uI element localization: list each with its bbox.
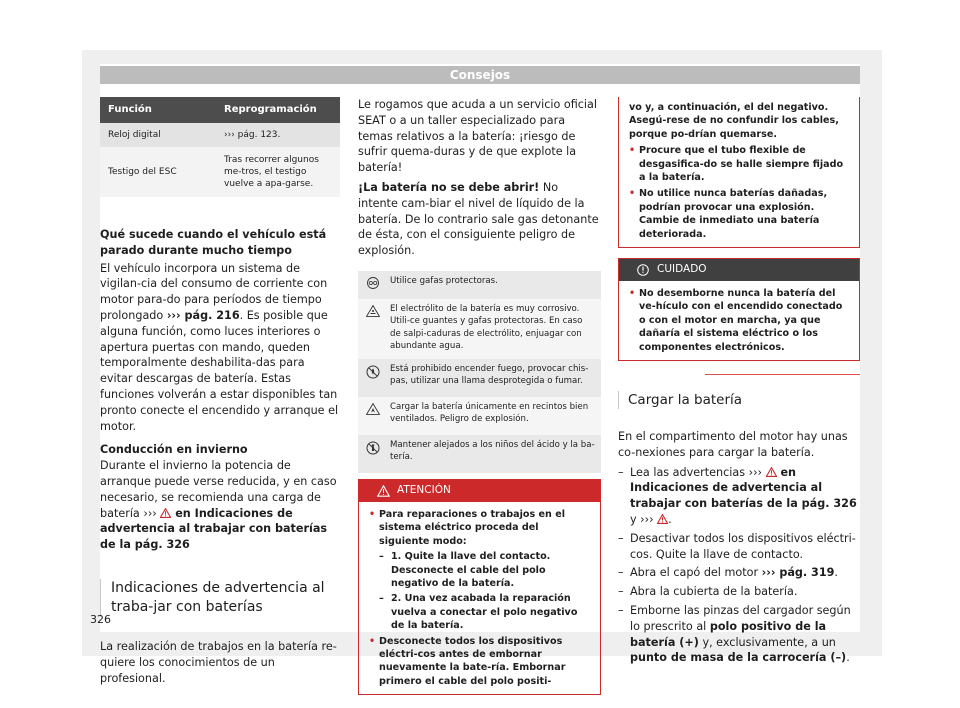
warning-triangle-icon — [377, 485, 390, 497]
symbol-text: Cargar la batería únicamente en recintos bien ventilados. Peligro de explosión. — [390, 401, 589, 425]
section-title-charging: Cargar la batería — [618, 391, 860, 409]
symbol-text: Mantener alejados a los niños del ácido y la ba-tería. — [390, 439, 595, 463]
text: El vehículo incorpora un sistema de vigilan-cia del consumo de corriente con motor para-do para períodos de tiempo prolongado — [100, 261, 328, 322]
warning-body — [619, 97, 859, 247]
dash: – — [618, 566, 624, 580]
dash: – — [618, 585, 624, 599]
dash: – — [618, 465, 624, 479]
dash: – — [618, 531, 624, 545]
text: . — [834, 566, 838, 580]
text: 2. Una vez acabada la reparación vuelva a conectar el polo negativo de la batería. — [391, 593, 578, 632]
symbol-row — [358, 435, 601, 473]
text: Durante el invierno la potencia de arranque puede verse reducida, y en caso necesario, se recomienda una carga de batería ››› — [100, 459, 337, 520]
dash: – — [618, 604, 624, 618]
symbol-row — [358, 397, 601, 435]
text: No intente cam-biar el nivel de líquido de la batería. De lo contrario sale gas detonante de ésta, con el consiguiente peligro de explosión. — [358, 180, 599, 258]
explosion-icon — [358, 397, 388, 415]
section-title-warnings: Indicaciones de advertencia al traba-jar con baterías — [100, 579, 340, 617]
text: Abra el capó del motor — [630, 566, 762, 580]
warning-triangle-icon — [160, 508, 171, 518]
list-item: – Lea las advertencias ››› en Indicaciones de advertencia al trabajar con baterías de la pág. 326 y ››› . — [618, 465, 857, 527]
bullet-dot: • — [369, 508, 376, 520]
warning-ref-link[interactable]: en Indicaciones de advertencia al trabajar con baterías de la pág. 326 — [100, 506, 328, 552]
text: No desemborne nunca la batería del ve-hículo con el encendido conectado o con el motor en marcha, ya que dañaría el sistema eléctrico o los componentes electrónicos. — [639, 288, 843, 353]
no-children-icon — [358, 435, 388, 455]
warning-ref-link[interactable]: en Indicaciones de advertencia al trabajar con baterías de la pág. 326 — [630, 465, 857, 511]
table-cell: Tras recorrer algunos me-tros, el testigo vuelve a apa-garse. — [216, 147, 340, 197]
text: Emborne las pinzas del cargador según lo prescrito al — [630, 604, 851, 633]
paragraph-service: Le rogamos que acuda a un servicio oficial SEAT o a un taller especializado para temas relativos a la batería: ¡riesgo de sufrir quema-duras y de que explote la batería! — [358, 98, 597, 175]
symbol-table — [358, 271, 601, 473]
warning-box-header — [359, 480, 600, 502]
caution-title: CUIDADO — [657, 263, 707, 276]
warning-bullet — [629, 144, 849, 184]
symbol-text: Utilice gafas protectoras. — [390, 275, 498, 286]
list-item — [618, 603, 860, 666]
symbol-row — [358, 359, 601, 397]
warning-triangle-icon — [766, 467, 777, 477]
page-number: 326 — [90, 613, 111, 626]
list-item — [618, 531, 860, 563]
warning-sub-step — [369, 592, 590, 632]
charging-steps — [618, 465, 860, 667]
symbol-text: Está prohibido encender fuego, provocar chis-pas, utilizar una llama desprotegida o fumar. — [390, 363, 589, 387]
table-cell: Reloj digital — [100, 123, 216, 147]
text-bold: polo positivo de la batería (+) — [630, 619, 827, 649]
section-divider — [705, 374, 860, 375]
paragraph-no-open — [358, 180, 601, 259]
page-ref-link[interactable]: ››› pág. 216 — [166, 308, 240, 322]
text: No utilice nunca baterías dañadas, podrían provocar una explosión. Cambie de inmediato una batería deteriorada. — [639, 188, 828, 240]
dash: – — [379, 593, 384, 605]
text: Lea las advertencias ››› — [630, 465, 766, 479]
bullet-dot: • — [369, 635, 376, 647]
warning-body — [359, 502, 600, 694]
text-bold: ¡La batería no se debe abrir! — [358, 180, 540, 194]
heading-parked: Qué sucede cuando el vehículo está parado durante mucho tiempo — [100, 228, 327, 257]
symbol-row — [358, 299, 601, 359]
list-item — [618, 584, 860, 600]
text: Abra la cubierta de la batería. — [630, 585, 798, 599]
page-ref-link[interactable]: ››› pág. 319 — [761, 566, 835, 580]
text: . — [846, 651, 850, 665]
warning-triangle-icon — [657, 514, 668, 524]
column-left — [100, 97, 340, 686]
paragraph-intro: La realización de trabajos en la batería re-quiere los conocimientos de un profesional. — [100, 639, 337, 685]
column-right — [618, 97, 860, 666]
warning-bullet — [369, 508, 590, 548]
symbol-row — [358, 271, 601, 299]
no-fire-icon — [358, 359, 388, 379]
heading-winter: Conducción en invierno — [100, 443, 248, 457]
text: Procure que el tubo flexible de desgasifica-do se halle siempre fijado a la batería. — [639, 145, 844, 184]
warning-sub-step — [369, 550, 590, 590]
text: . Es posible que alguna función, como luces interiores o apertura puertas con mando, queden temporalmente deshabilita-das para evitar descargas de batería. Estas funciones volverán a estar disponibles tan pronto conecte el encendido y arranque el motor. — [100, 308, 339, 433]
info-circle-icon — [637, 264, 649, 276]
table-cell: Testigo del ESC — [100, 147, 216, 197]
corrosive-icon — [358, 299, 388, 317]
warning-bullet — [369, 635, 590, 689]
goggles-icon — [358, 271, 388, 289]
paragraph-charging-intro: En el compartimento del motor hay unas co-nexiones para cargar la batería. — [618, 430, 848, 459]
function-table — [100, 97, 340, 197]
caution-bullet — [629, 287, 849, 354]
bullet-dot: • — [629, 145, 636, 157]
caution-body — [619, 281, 859, 360]
page-header: Consejos — [100, 66, 860, 84]
text: Desconecte todos los dispositivos eléctri-cos antes de embornar nuevamente la bate-ría. Embornar primero el cable del polo positi- — [379, 635, 566, 687]
bullet-dot: • — [629, 188, 636, 200]
bullet-dot: • — [629, 288, 636, 300]
text-bold: punto de masa de la carrocería (–) — [630, 651, 847, 665]
paragraph-parked — [100, 261, 340, 435]
list-item — [618, 565, 860, 581]
table-header-funcion: Función — [100, 97, 216, 123]
text: Desactivar todos los dispositivos eléctri-cos. Quite la llave de contacto. — [630, 531, 856, 561]
warning-bullet — [629, 187, 849, 241]
column-middle — [358, 97, 601, 695]
caution-box-header — [619, 259, 859, 281]
text: y, exclusivamente, a un — [698, 635, 836, 649]
table-cell[interactable]: ››› pág. 123. — [216, 123, 340, 147]
text: 1. Quite la llave del contacto. Desconecte el cable del polo negativo de la batería. — [391, 551, 551, 589]
table-header-reprogramacion: Reprogramación — [216, 97, 340, 123]
warning-continued-text: vo y, a continuación, el del negativo. Asegú-rese de no confundir los cables, porque po-drían quemarse. — [629, 102, 839, 140]
dash: – — [379, 551, 384, 563]
symbol-text: El electrólito de la batería es muy corrosivo. Utili-ce guantes y gafas protectoras. En caso de salpi-caduras de electrólito, enjuagar con abundante agua. — [390, 303, 583, 352]
warning-box-continued — [618, 97, 860, 248]
table-row — [100, 123, 340, 147]
text: y ››› — [630, 513, 658, 527]
warning-box — [358, 479, 601, 695]
warning-title: ATENCIÓN — [397, 484, 451, 497]
table-row — [100, 147, 340, 197]
paragraph-winter — [100, 458, 340, 553]
text: Para reparaciones o trabajos en el sistema eléctrico proceda del siguiente modo: — [379, 508, 565, 547]
caution-box — [618, 258, 860, 361]
